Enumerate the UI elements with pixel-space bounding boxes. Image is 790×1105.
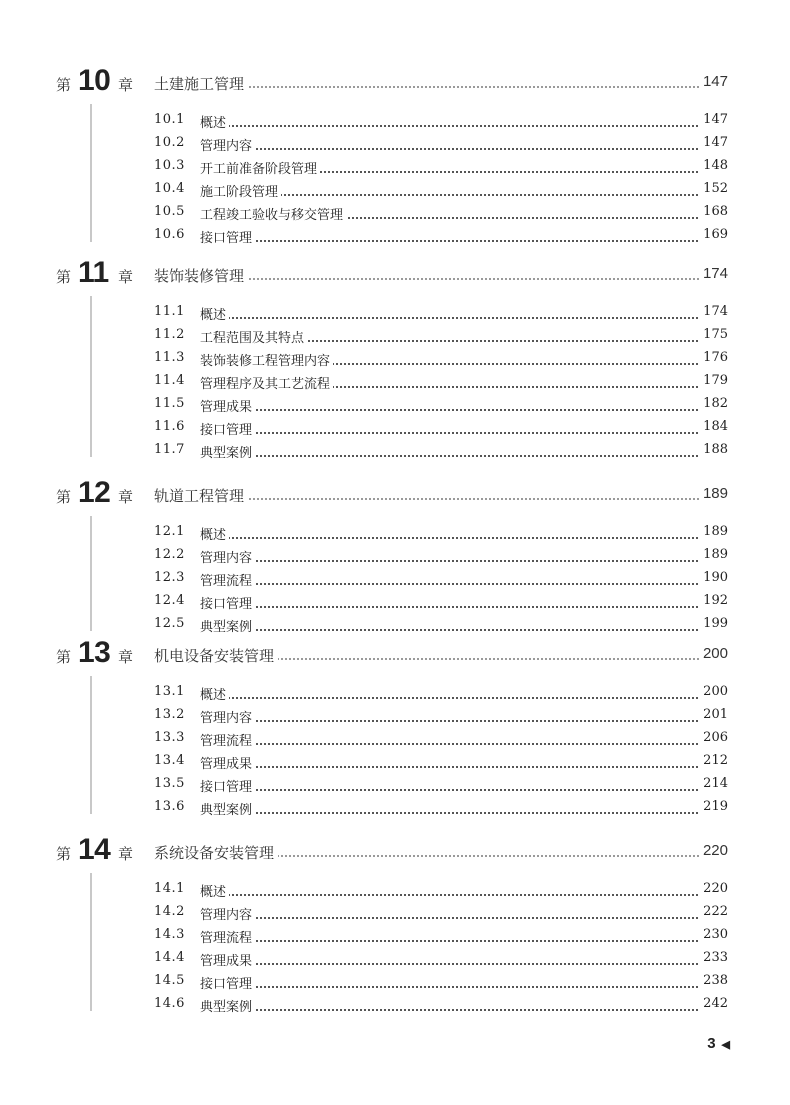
section-page-number: 199	[700, 616, 728, 631]
section-page-number: 147	[700, 135, 728, 150]
chapter-suffix: 章	[118, 845, 134, 863]
left-arrow-icon: ◀	[721, 1039, 730, 1051]
section-title: 管理成果	[200, 950, 255, 969]
section-title: 开工前准备阶段管理	[200, 158, 320, 177]
page-number: 3	[707, 1035, 716, 1052]
section-page-number: 179	[700, 373, 728, 388]
chapter-prefix: 第	[56, 845, 72, 863]
section-page-number: 201	[700, 707, 728, 722]
section-title: 工程范围及其特点	[200, 327, 307, 346]
section-entry[interactable]	[0, 348, 790, 370]
section-page-number: 206	[700, 730, 728, 745]
section-title: 管理流程	[200, 730, 255, 749]
dot-leader	[200, 148, 698, 150]
section-page-number: 200	[700, 684, 728, 699]
chapter-title: 机电设备安装管理	[154, 645, 278, 666]
chapter-prefix: 第	[56, 648, 72, 666]
section-title: 管理成果	[200, 753, 255, 772]
dot-leader	[200, 583, 698, 585]
section-number: 11.7	[154, 442, 185, 457]
section-page-number: 233	[700, 950, 728, 965]
dot-leader	[200, 743, 698, 745]
section-title: 接口管理	[200, 593, 255, 612]
chapter-heading[interactable]	[0, 478, 790, 514]
dot-leader	[200, 125, 698, 127]
section-number: 13.3	[154, 730, 185, 745]
section-number: 11.5	[154, 396, 185, 411]
dot-leader	[200, 1009, 698, 1011]
section-number: 13.5	[154, 776, 185, 791]
section-number: 14.3	[154, 927, 185, 942]
section-page-number: 238	[700, 973, 728, 988]
section-entry[interactable]	[0, 440, 790, 462]
section-title: 管理成果	[200, 396, 255, 415]
chapter-heading[interactable]	[0, 638, 790, 674]
section-page-number: 176	[700, 350, 728, 365]
section-page-number: 168	[700, 204, 728, 219]
section-entry[interactable]	[0, 925, 790, 947]
section-page-number: 148	[700, 158, 728, 173]
section-entry[interactable]	[0, 522, 790, 544]
chapter-page-number: 174	[699, 265, 728, 282]
section-entry[interactable]	[0, 948, 790, 970]
section-number: 10.6	[154, 227, 185, 242]
dot-leader	[200, 963, 698, 965]
section-number: 10.1	[154, 112, 185, 127]
section-entry[interactable]	[0, 225, 790, 247]
section-number: 12.5	[154, 616, 185, 631]
section-title: 概述	[200, 684, 229, 703]
section-page-number: 147	[700, 112, 728, 127]
chapter-prefix: 第	[56, 76, 72, 94]
section-page-number: 214	[700, 776, 728, 791]
dot-leader	[200, 432, 698, 434]
section-number: 12.2	[154, 547, 185, 562]
section-page-number: 152	[700, 181, 728, 196]
dot-leader	[200, 560, 698, 562]
chapter-suffix: 章	[118, 268, 134, 286]
dot-leader	[200, 986, 698, 988]
section-entry[interactable]	[0, 417, 790, 439]
section-page-number: 219	[700, 799, 728, 814]
section-title: 接口管理	[200, 776, 255, 795]
section-entry[interactable]	[0, 902, 790, 924]
section-entry[interactable]	[0, 110, 790, 132]
section-title: 管理内容	[200, 707, 255, 726]
section-title: 管理流程	[200, 927, 255, 946]
chapter-title: 轨道工程管理	[154, 485, 248, 506]
section-title: 管理流程	[200, 570, 255, 589]
dot-leader	[200, 240, 698, 242]
section-number: 12.3	[154, 570, 185, 585]
section-title: 工程竣工验收与移交管理	[200, 204, 346, 223]
section-entry[interactable]	[0, 705, 790, 727]
section-number: 11.2	[154, 327, 185, 342]
section-number: 10.2	[154, 135, 185, 150]
section-title: 概述	[200, 304, 229, 323]
section-entry[interactable]	[0, 682, 790, 704]
section-entry[interactable]	[0, 179, 790, 201]
section-page-number: 184	[700, 419, 728, 434]
section-entry[interactable]	[0, 325, 790, 347]
section-entry[interactable]	[0, 774, 790, 796]
dot-leader	[200, 940, 698, 942]
chapter-number: 11	[78, 256, 109, 289]
section-entry[interactable]	[0, 751, 790, 773]
chapter-heading[interactable]	[0, 258, 790, 294]
chapter-suffix: 章	[118, 648, 134, 666]
section-number: 12.4	[154, 593, 185, 608]
dot-leader	[200, 606, 698, 608]
section-page-number: 190	[700, 570, 728, 585]
chapter-number: 13	[78, 636, 111, 669]
section-entry[interactable]	[0, 394, 790, 416]
section-title: 概述	[200, 881, 229, 900]
dot-leader	[200, 697, 698, 699]
chapter-prefix: 第	[56, 268, 72, 286]
chapter-number: 10	[78, 64, 111, 97]
dot-leader	[200, 537, 698, 539]
section-title: 施工阶段管理	[200, 181, 281, 200]
chapter-title: 装饰装修管理	[154, 265, 248, 286]
section-number: 10.3	[154, 158, 185, 173]
chapter-heading[interactable]	[0, 66, 790, 102]
section-page-number: 189	[700, 547, 728, 562]
section-number: 13.4	[154, 753, 185, 768]
section-title: 典型案例	[200, 442, 255, 461]
section-entry[interactable]	[0, 971, 790, 993]
section-entry[interactable]	[0, 371, 790, 393]
section-entry[interactable]	[0, 728, 790, 750]
dot-leader	[200, 766, 698, 768]
section-number: 13.2	[154, 707, 185, 722]
section-number: 12.1	[154, 524, 185, 539]
chapter-heading[interactable]	[0, 835, 790, 871]
dot-leader	[200, 812, 698, 814]
dot-leader	[200, 409, 698, 411]
section-title: 管理程序及其工艺流程	[200, 373, 333, 392]
section-number: 11.3	[154, 350, 185, 365]
chapter-number: 14	[78, 833, 111, 866]
section-number: 14.4	[154, 950, 185, 965]
section-title: 接口管理	[200, 419, 255, 438]
page-footer	[707, 1035, 730, 1052]
section-title: 典型案例	[200, 616, 255, 635]
section-title: 典型案例	[200, 799, 255, 818]
section-title: 管理内容	[200, 547, 255, 566]
chapter-page-number: 220	[699, 842, 728, 859]
section-number: 11.4	[154, 373, 185, 388]
section-number: 10.4	[154, 181, 185, 196]
chapter-page-number: 147	[699, 73, 728, 90]
chapter-suffix: 章	[118, 76, 134, 94]
section-title: 典型案例	[200, 996, 255, 1015]
chapter-page-number: 189	[699, 485, 728, 502]
section-number: 14.2	[154, 904, 185, 919]
section-entry[interactable]	[0, 879, 790, 901]
section-page-number: 222	[700, 904, 728, 919]
section-page-number: 189	[700, 524, 728, 539]
chapter-prefix: 第	[56, 488, 72, 506]
section-entry[interactable]	[0, 202, 790, 224]
dot-leader	[200, 894, 698, 896]
dot-leader	[200, 629, 698, 631]
section-page-number: 192	[700, 593, 728, 608]
dot-leader	[200, 317, 698, 319]
dot-leader	[200, 720, 698, 722]
section-number: 14.5	[154, 973, 185, 988]
section-number: 11.6	[154, 419, 185, 434]
section-page-number: 169	[700, 227, 728, 242]
dot-leader	[200, 917, 698, 919]
section-number: 13.1	[154, 684, 185, 699]
dot-leader	[200, 789, 698, 791]
section-entry[interactable]	[0, 591, 790, 613]
chapter-number: 12	[78, 476, 111, 509]
section-number: 13.6	[154, 799, 185, 814]
section-page-number: 175	[700, 327, 728, 342]
section-page-number: 182	[700, 396, 728, 411]
section-entry[interactable]	[0, 156, 790, 178]
section-entry[interactable]	[0, 302, 790, 324]
section-entry[interactable]	[0, 994, 790, 1016]
section-number: 11.1	[154, 304, 185, 319]
section-page-number: 188	[700, 442, 728, 457]
section-title: 管理内容	[200, 904, 255, 923]
dot-leader	[200, 455, 698, 457]
section-entry[interactable]	[0, 545, 790, 567]
section-title: 概述	[200, 112, 229, 131]
chapter-page-number: 200	[699, 645, 728, 662]
section-entry[interactable]	[0, 797, 790, 819]
section-title: 装饰装修工程管理内容	[200, 350, 333, 369]
section-page-number: 174	[700, 304, 728, 319]
section-entry[interactable]	[0, 614, 790, 636]
section-page-number: 242	[700, 996, 728, 1011]
section-title: 概述	[200, 524, 229, 543]
section-title: 管理内容	[200, 135, 255, 154]
section-page-number: 212	[700, 753, 728, 768]
section-title: 接口管理	[200, 227, 255, 246]
section-title: 接口管理	[200, 973, 255, 992]
section-entry[interactable]	[0, 133, 790, 155]
section-page-number: 220	[700, 881, 728, 896]
chapter-suffix: 章	[118, 488, 134, 506]
section-page-number: 230	[700, 927, 728, 942]
section-number: 10.5	[154, 204, 185, 219]
section-number: 14.6	[154, 996, 185, 1011]
section-entry[interactable]	[0, 568, 790, 590]
section-number: 14.1	[154, 881, 185, 896]
chapter-title: 土建施工管理	[154, 73, 248, 94]
chapter-title: 系统设备安装管理	[154, 842, 278, 863]
